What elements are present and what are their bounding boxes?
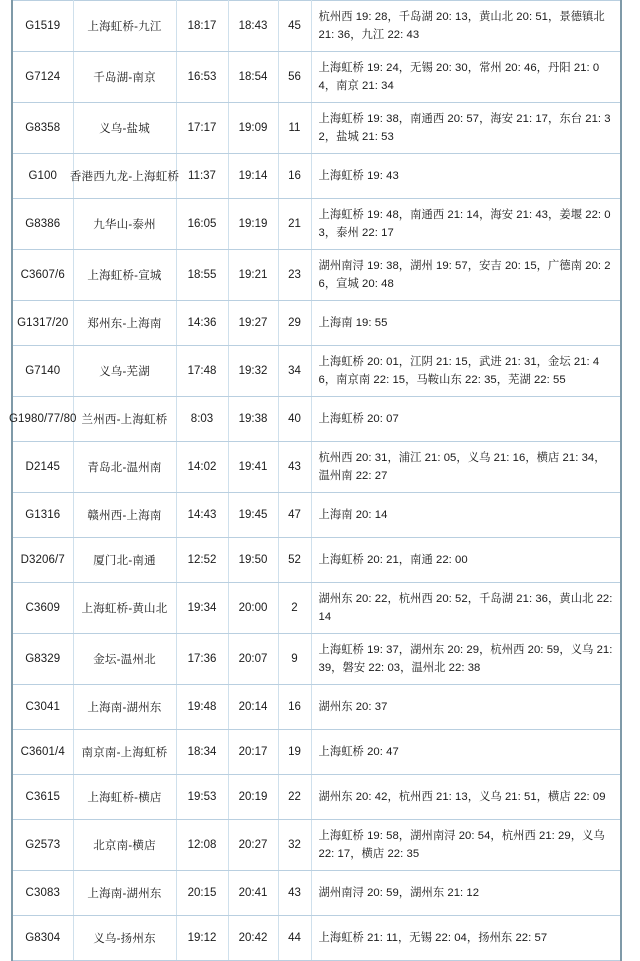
stop-details-cell-text: 上海虹桥 19: 48，南通西 21: 14，海安 21: 43，姜堰 22: 03，泰州 22: 17 bbox=[318, 209, 611, 239]
stop-details-cell-text: 湖州东 20: 37 bbox=[318, 701, 388, 713]
scheduled-departure-cell-text: 20:15 bbox=[187, 887, 217, 899]
train-number-cell bbox=[12, 583, 73, 634]
delay-minutes-cell-text: 16 bbox=[288, 170, 301, 182]
actual-time-cell bbox=[228, 250, 278, 301]
actual-time-cell bbox=[228, 538, 278, 583]
table-row bbox=[12, 442, 621, 493]
train-number-cell bbox=[8, 397, 77, 442]
train-number-cell-text: G8304 bbox=[25, 932, 61, 944]
delay-minutes-cell bbox=[278, 730, 311, 775]
stop-details-cell bbox=[311, 583, 621, 634]
train-number-cell bbox=[12, 493, 73, 538]
scheduled-departure-cell bbox=[176, 493, 228, 538]
train-number-cell-text: G7140 bbox=[25, 365, 61, 377]
stop-details-cell-text: 湖州南浔 19: 38，湖州 19: 57，安吉 20: 15，广德南 20: 26，宣城 20: 48 bbox=[318, 260, 611, 290]
delay-minutes-cell bbox=[278, 916, 311, 961]
scheduled-departure-cell bbox=[176, 775, 228, 820]
route-cell bbox=[73, 301, 176, 346]
scheduled-departure-cell bbox=[176, 103, 228, 154]
table-row bbox=[12, 634, 621, 685]
train-number-cell-text: G100 bbox=[28, 170, 58, 182]
delay-minutes-cell bbox=[278, 1, 311, 52]
train-number-cell-text: G8386 bbox=[25, 218, 61, 230]
stop-details-cell-text: 上海虹桥 19: 38，南通西 20: 57，海安 21: 17，东台 21: 32，盐城 21: 53 bbox=[318, 113, 611, 143]
stop-details-cell bbox=[311, 820, 621, 871]
delay-minutes-cell bbox=[278, 397, 311, 442]
stop-details-cell-text: 上海南 19: 55 bbox=[318, 317, 388, 329]
actual-time-cell-text: 19:45 bbox=[238, 509, 268, 521]
actual-time-cell bbox=[228, 685, 278, 730]
scheduled-departure-cell bbox=[176, 346, 228, 397]
delay-minutes-cell bbox=[278, 493, 311, 538]
delay-minutes-cell-text: 32 bbox=[288, 839, 301, 851]
delay-minutes-cell bbox=[278, 442, 311, 493]
scheduled-departure-cell bbox=[176, 250, 228, 301]
actual-time-cell bbox=[228, 820, 278, 871]
train-number-cell-text: D3206/7 bbox=[20, 554, 65, 566]
train-number-cell-text: G8329 bbox=[25, 653, 61, 665]
actual-time-cell-text: 20:27 bbox=[238, 839, 268, 851]
route-cell bbox=[73, 820, 176, 871]
table-row bbox=[12, 730, 621, 775]
table-row bbox=[12, 538, 621, 583]
route-cell bbox=[73, 538, 176, 583]
route-cell-text: 郑州东-上海南 bbox=[87, 318, 162, 330]
actual-time-cell bbox=[228, 916, 278, 961]
train-number-cell-text: C3609 bbox=[25, 602, 60, 614]
actual-time-cell-text: 19:38 bbox=[238, 413, 268, 425]
train-number-cell-text: C3601/4 bbox=[20, 746, 65, 758]
stop-details-cell-text: 湖州东 20: 22，杭州西 20: 52，千岛湖 21: 36，黄山北 22: 14 bbox=[318, 593, 613, 623]
scheduled-departure-cell-text: 16:53 bbox=[187, 71, 217, 83]
train-number-cell bbox=[12, 634, 73, 685]
stop-details-cell bbox=[311, 199, 621, 250]
stop-details-cell bbox=[311, 52, 621, 103]
table-row bbox=[12, 103, 621, 154]
stop-details-cell bbox=[311, 775, 621, 820]
actual-time-cell bbox=[228, 301, 278, 346]
delay-minutes-cell bbox=[278, 103, 311, 154]
delay-minutes-cell-text: 23 bbox=[288, 269, 301, 281]
table-row bbox=[12, 250, 621, 301]
train-number-cell-text: G8358 bbox=[25, 122, 61, 134]
table-row bbox=[12, 493, 621, 538]
actual-time-cell-text: 19:50 bbox=[238, 554, 268, 566]
stop-details-cell-text: 上海虹桥 20: 01，江阴 21: 15，武进 21: 31，金坛 21: 46，南京南 22: 15，马鞍山东 22: 35，芜湖 22: 55 bbox=[318, 356, 600, 386]
actual-time-cell bbox=[228, 103, 278, 154]
stop-details-cell bbox=[311, 871, 621, 916]
delay-minutes-cell bbox=[278, 301, 311, 346]
scheduled-departure-cell-text: 17:48 bbox=[187, 365, 217, 377]
stop-details-cell-text: 湖州东 20: 42，杭州西 21: 13，义乌 21: 51，横店 22: 09 bbox=[318, 791, 606, 803]
train-number-cell-text: G2573 bbox=[25, 839, 61, 851]
route-cell bbox=[73, 685, 176, 730]
delay-minutes-cell bbox=[278, 199, 311, 250]
train-number-cell-text: C3083 bbox=[25, 887, 60, 899]
actual-time-cell bbox=[228, 199, 278, 250]
actual-time-cell-text: 19:09 bbox=[238, 122, 268, 134]
table-row bbox=[12, 685, 621, 730]
delay-minutes-cell bbox=[278, 538, 311, 583]
scheduled-departure-cell bbox=[176, 685, 228, 730]
train-number-cell-text: C3041 bbox=[25, 701, 60, 713]
actual-time-cell bbox=[228, 730, 278, 775]
train-number-cell-text: G7124 bbox=[25, 71, 61, 83]
stop-details-cell bbox=[311, 916, 621, 961]
stop-details-cell-text: 上海南 20: 14 bbox=[318, 509, 388, 521]
table-row bbox=[12, 301, 621, 346]
scheduled-departure-cell bbox=[176, 1, 228, 52]
table-row bbox=[12, 583, 621, 634]
train-number-cell-text: C3607/6 bbox=[20, 269, 65, 281]
actual-time-cell-text: 20:42 bbox=[238, 932, 268, 944]
stop-details-cell-text: 湖州南浔 20: 59，湖州东 21: 12 bbox=[318, 887, 480, 899]
table-row bbox=[12, 154, 621, 199]
table-row bbox=[12, 52, 621, 103]
scheduled-departure-cell-text: 14:36 bbox=[187, 317, 217, 329]
scheduled-departure-cell bbox=[176, 538, 228, 583]
delay-minutes-cell bbox=[278, 820, 311, 871]
train-number-cell bbox=[12, 538, 73, 583]
delay-minutes-cell bbox=[278, 775, 311, 820]
delay-minutes-cell-text: 16 bbox=[288, 701, 301, 713]
delay-minutes-cell-text: 22 bbox=[288, 791, 301, 803]
stop-details-cell bbox=[311, 685, 621, 730]
route-cell-text: 上海虹桥-黄山北 bbox=[81, 603, 168, 615]
scheduled-departure-cell bbox=[176, 820, 228, 871]
stop-details-cell-text: 杭州西 19: 28，千岛湖 20: 13，黄山北 20: 51，景德镇北 21: 36，九江 22: 43 bbox=[318, 11, 605, 41]
delay-minutes-cell-text: 45 bbox=[288, 20, 301, 32]
scheduled-departure-cell-text: 18:17 bbox=[187, 20, 217, 32]
train-number-cell bbox=[12, 154, 73, 199]
actual-time-cell bbox=[228, 346, 278, 397]
route-cell-text: 千岛湖-南京 bbox=[93, 72, 156, 84]
actual-time-cell bbox=[228, 871, 278, 916]
route-cell bbox=[73, 1, 176, 52]
table-row bbox=[12, 397, 621, 442]
train-number-cell bbox=[12, 346, 73, 397]
stop-details-cell bbox=[311, 301, 621, 346]
route-cell bbox=[69, 154, 180, 199]
delay-minutes-cell-text: 9 bbox=[291, 653, 298, 665]
route-cell-text: 青岛北-温州南 bbox=[87, 462, 162, 474]
scheduled-departure-cell-text: 12:08 bbox=[187, 839, 217, 851]
delay-minutes-cell-text: 47 bbox=[288, 509, 301, 521]
train-number-cell bbox=[12, 820, 73, 871]
scheduled-departure-cell bbox=[176, 199, 228, 250]
scheduled-departure-cell bbox=[176, 397, 228, 442]
delay-minutes-cell-text: 44 bbox=[288, 932, 301, 944]
scheduled-departure-cell-text: 17:17 bbox=[187, 122, 217, 134]
train-number-cell bbox=[12, 199, 73, 250]
train-number-cell bbox=[12, 871, 73, 916]
stop-details-cell-text: 上海虹桥 19: 43 bbox=[318, 170, 399, 182]
stop-details-cell bbox=[311, 730, 621, 775]
route-cell-text: 九华山-泰州 bbox=[93, 219, 156, 231]
route-cell-text: 北京南-横店 bbox=[93, 840, 156, 852]
scheduled-departure-cell-text: 19:12 bbox=[187, 932, 217, 944]
delay-minutes-cell bbox=[278, 346, 311, 397]
actual-time-cell-text: 20:14 bbox=[238, 701, 268, 713]
scheduled-departure-cell bbox=[176, 871, 228, 916]
delay-minutes-cell-text: 21 bbox=[288, 218, 301, 230]
table-row bbox=[12, 1, 621, 52]
delay-minutes-cell bbox=[278, 250, 311, 301]
actual-time-cell-text: 20:07 bbox=[238, 653, 268, 665]
stop-details-cell bbox=[311, 493, 621, 538]
stop-details-cell-text: 上海虹桥 20: 47 bbox=[318, 746, 399, 758]
scheduled-departure-cell bbox=[176, 301, 228, 346]
train-number-cell bbox=[12, 916, 73, 961]
delay-minutes-cell-text: 34 bbox=[288, 365, 301, 377]
train-number-cell bbox=[12, 103, 73, 154]
delay-minutes-cell-text: 52 bbox=[288, 554, 301, 566]
stop-details-cell bbox=[311, 346, 621, 397]
train-number-cell bbox=[12, 1, 73, 52]
table-row bbox=[12, 871, 621, 916]
actual-time-cell bbox=[228, 583, 278, 634]
scheduled-departure-cell bbox=[176, 916, 228, 961]
scheduled-departure-cell bbox=[176, 52, 228, 103]
actual-time-cell-text: 20:00 bbox=[238, 602, 268, 614]
route-cell bbox=[73, 346, 176, 397]
actual-time-cell-text: 20:19 bbox=[238, 791, 268, 803]
actual-time-cell-text: 19:27 bbox=[238, 317, 268, 329]
stop-details-cell-text: 上海虹桥 20: 07 bbox=[318, 413, 399, 425]
route-cell bbox=[73, 730, 176, 775]
actual-time-cell bbox=[228, 634, 278, 685]
route-cell bbox=[73, 103, 176, 154]
route-cell-text: 南京南-上海虹桥 bbox=[81, 747, 168, 759]
stop-details-cell-text: 杭州西 20: 31，浦江 21: 05，义乌 21: 16，横店 21: 34，温州南 22: 27 bbox=[318, 452, 606, 482]
table-row bbox=[12, 916, 621, 961]
actual-time-cell-text: 18:54 bbox=[238, 71, 268, 83]
train-number-cell bbox=[12, 250, 73, 301]
train-delay-table bbox=[8, 0, 622, 961]
actual-time-cell-text: 19:19 bbox=[238, 218, 268, 230]
scheduled-departure-cell-text: 19:53 bbox=[187, 791, 217, 803]
route-cell bbox=[73, 775, 176, 820]
scheduled-departure-cell-text: 19:34 bbox=[187, 602, 217, 614]
train-number-cell bbox=[12, 442, 73, 493]
actual-time-cell-text: 19:32 bbox=[238, 365, 268, 377]
route-cell-text: 金坛-温州北 bbox=[93, 654, 156, 666]
stop-details-cell-text: 上海虹桥 19: 37，湖州东 20: 29，杭州西 20: 59，义乌 21: 39，磐安 22: 03，温州北 22: 38 bbox=[318, 644, 613, 674]
delay-minutes-cell-text: 19 bbox=[288, 746, 301, 758]
route-cell-text: 厦门北-南通 bbox=[93, 555, 156, 567]
route-cell bbox=[73, 199, 176, 250]
actual-time-cell bbox=[228, 493, 278, 538]
actual-time-cell bbox=[228, 52, 278, 103]
delay-minutes-cell-text: 2 bbox=[291, 602, 298, 614]
route-cell-text: 上海虹桥-宣城 bbox=[87, 270, 162, 282]
scheduled-departure-cell bbox=[176, 634, 228, 685]
route-cell bbox=[73, 916, 176, 961]
scheduled-departure-cell-text: 16:05 bbox=[187, 218, 217, 230]
route-cell bbox=[73, 250, 176, 301]
actual-time-cell bbox=[228, 775, 278, 820]
route-cell bbox=[73, 871, 176, 916]
delay-minutes-cell-text: 29 bbox=[288, 317, 301, 329]
route-cell bbox=[73, 634, 176, 685]
route-cell-text: 义乌-扬州东 bbox=[93, 933, 156, 945]
scheduled-departure-cell bbox=[176, 583, 228, 634]
route-cell-text: 上海南-湖州东 bbox=[87, 888, 162, 900]
route-cell-text: 赣州西-上海南 bbox=[87, 510, 162, 522]
train-number-cell bbox=[12, 685, 73, 730]
delay-minutes-cell bbox=[278, 871, 311, 916]
stop-details-cell bbox=[311, 1, 621, 52]
train-number-cell bbox=[12, 730, 73, 775]
stop-details-cell-text: 上海虹桥 19: 58，湖州南浔 20: 54，杭州西 21: 29，义乌 22: 17，横店 22: 35 bbox=[318, 830, 605, 860]
stop-details-cell bbox=[311, 154, 621, 199]
stop-details-cell-text: 上海虹桥 20: 21，南通 22: 00 bbox=[318, 554, 468, 566]
scheduled-departure-cell-text: 18:34 bbox=[187, 746, 217, 758]
table-body bbox=[8, 1, 621, 961]
train-number-cell-text: G1519 bbox=[25, 20, 61, 32]
scheduled-departure-cell bbox=[176, 730, 228, 775]
stop-details-cell bbox=[311, 634, 621, 685]
actual-time-cell-text: 19:41 bbox=[238, 461, 268, 473]
route-cell-text: 义乌-芜湖 bbox=[99, 366, 150, 378]
table-row bbox=[12, 775, 621, 820]
delay-minutes-cell bbox=[278, 154, 311, 199]
actual-time-cell-text: 18:43 bbox=[238, 20, 268, 32]
route-cell-text: 义乌-盐城 bbox=[99, 123, 150, 135]
route-cell bbox=[73, 397, 176, 442]
delay-minutes-cell-text: 40 bbox=[288, 413, 301, 425]
table-row bbox=[12, 820, 621, 871]
route-cell bbox=[73, 52, 176, 103]
stop-details-cell bbox=[311, 442, 621, 493]
scheduled-departure-cell-text: 17:36 bbox=[187, 653, 217, 665]
route-cell-text: 上海南-湖州东 bbox=[87, 702, 162, 714]
train-number-cell-text: C3615 bbox=[25, 791, 60, 803]
route-cell-text: 兰州西-上海虹桥 bbox=[81, 414, 168, 426]
route-cell-text: 上海虹桥-九江 bbox=[87, 21, 162, 33]
scheduled-departure-cell bbox=[176, 154, 228, 199]
delay-minutes-cell-text: 11 bbox=[288, 122, 301, 134]
table-row bbox=[12, 199, 621, 250]
delay-minutes-cell bbox=[278, 52, 311, 103]
stop-details-cell bbox=[311, 103, 621, 154]
actual-time-cell-text: 19:14 bbox=[238, 170, 268, 182]
route-cell bbox=[73, 442, 176, 493]
train-number-cell-text: D2145 bbox=[25, 461, 60, 473]
table-row bbox=[12, 346, 621, 397]
actual-time-cell-text: 20:17 bbox=[238, 746, 268, 758]
scheduled-departure-cell-text: 18:55 bbox=[187, 269, 217, 281]
scheduled-departure-cell-text: 8:03 bbox=[190, 413, 214, 425]
route-cell-text: 香港西九龙-上海虹桥 bbox=[69, 171, 180, 183]
actual-time-cell bbox=[228, 397, 278, 442]
scheduled-departure-cell-text: 19:48 bbox=[187, 701, 217, 713]
delay-minutes-cell bbox=[278, 583, 311, 634]
scheduled-departure-cell-text: 14:43 bbox=[187, 509, 217, 521]
stop-details-cell bbox=[311, 250, 621, 301]
delay-minutes-cell bbox=[278, 634, 311, 685]
train-number-cell-text: G1980/77/80 bbox=[8, 413, 77, 425]
actual-time-cell-text: 20:41 bbox=[238, 887, 268, 899]
train-number-cell bbox=[12, 52, 73, 103]
delay-minutes-cell bbox=[278, 685, 311, 730]
scheduled-departure-cell bbox=[176, 442, 228, 493]
stop-details-cell-text: 上海虹桥 19: 24，无锡 20: 30，常州 20: 46，丹阳 21: 04，南京 21: 34 bbox=[318, 62, 600, 92]
actual-time-cell-text: 19:21 bbox=[238, 269, 268, 281]
delay-minutes-cell-text: 56 bbox=[288, 71, 301, 83]
train-number-cell-text: G1316 bbox=[25, 509, 61, 521]
train-number-cell bbox=[12, 775, 73, 820]
scheduled-departure-cell-text: 12:52 bbox=[187, 554, 217, 566]
stop-details-cell-text: 上海虹桥 21: 11，无锡 22: 04，扬州东 22: 57 bbox=[318, 932, 548, 944]
actual-time-cell bbox=[228, 1, 278, 52]
scheduled-departure-cell-text: 14:02 bbox=[187, 461, 217, 473]
actual-time-cell bbox=[228, 154, 278, 199]
actual-time-cell bbox=[228, 442, 278, 493]
train-number-cell bbox=[12, 301, 73, 346]
scheduled-departure-cell-text: 11:37 bbox=[188, 170, 216, 182]
train-number-cell-text: G1317/20 bbox=[17, 317, 69, 329]
stop-details-cell bbox=[311, 538, 621, 583]
route-cell bbox=[73, 493, 176, 538]
route-cell-text: 上海虹桥-横店 bbox=[87, 792, 162, 804]
delay-minutes-cell-text: 43 bbox=[288, 887, 301, 899]
delay-minutes-cell-text: 43 bbox=[288, 461, 301, 473]
route-cell bbox=[73, 583, 176, 634]
stop-details-cell bbox=[311, 397, 621, 442]
